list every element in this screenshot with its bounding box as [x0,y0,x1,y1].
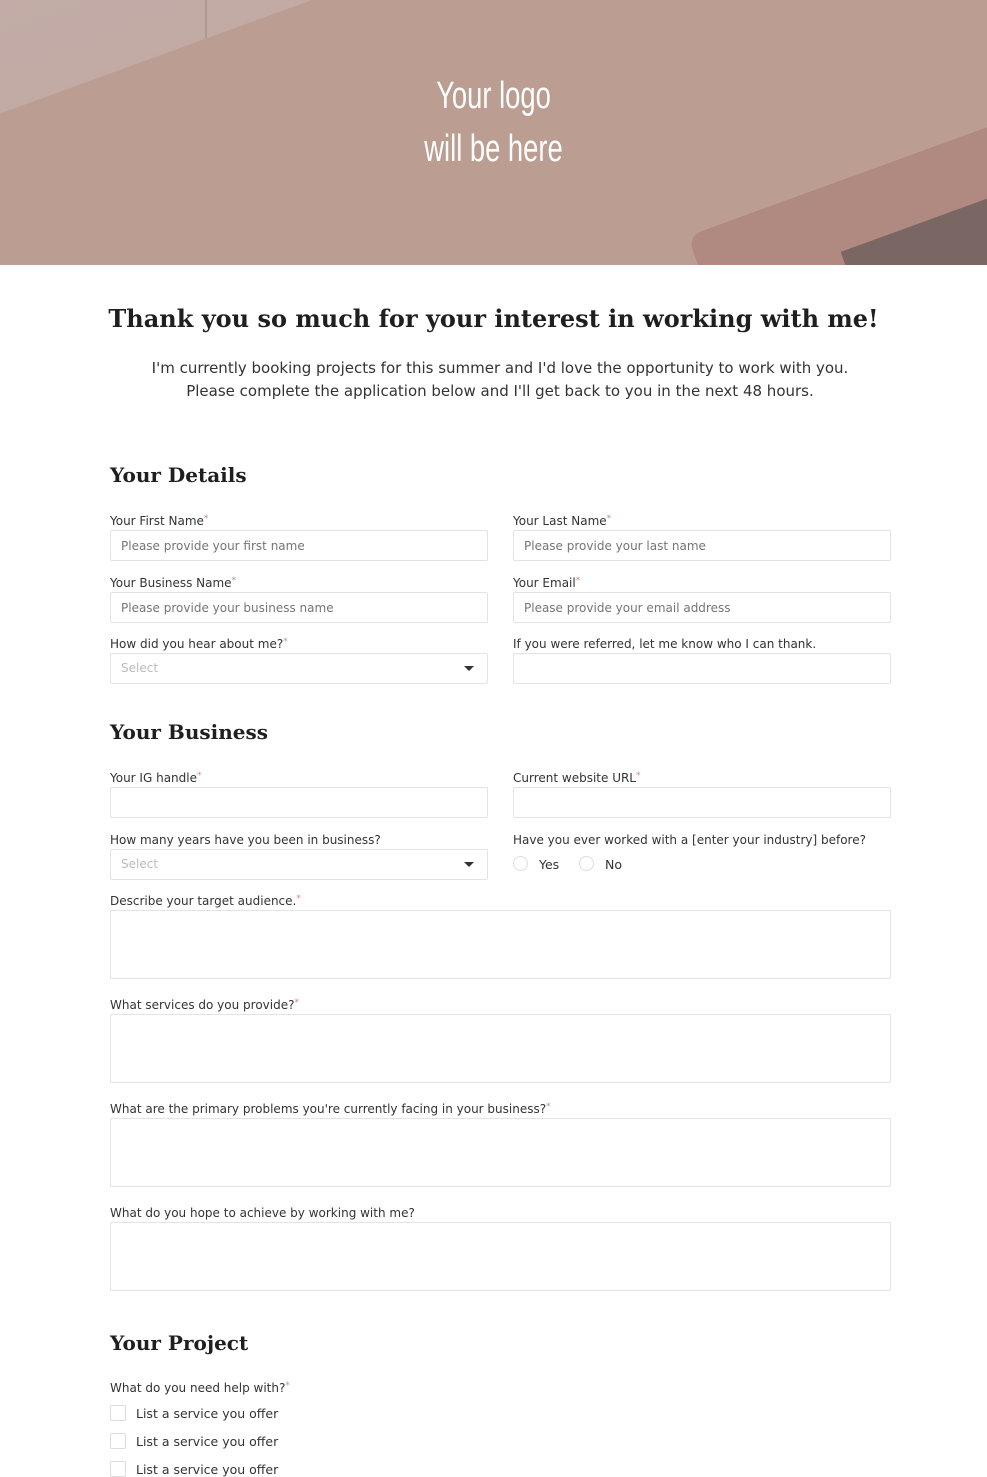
help-label: What do you need help with?* [110,1381,290,1395]
hope-label: What do you hope to achieve by working with me? [110,1206,415,1220]
ig-input[interactable] [110,787,488,818]
chevron-down-icon [464,862,474,867]
service-checkbox-2[interactable] [110,1433,126,1449]
service-option-3: List a service you offer [136,1462,279,1477]
problems-label: What are the primary problems you're currently facing in your business?* [110,1102,551,1116]
intro-text: I'm currently booking projects for this summer and I'd love the opportunity to work with you. Please complete the application below and I'll get back to you in the next 48 hours. [151,359,849,400]
services-textarea[interactable] [110,1014,891,1083]
no-radio[interactable] [579,856,594,871]
referred-input[interactable] [513,653,891,684]
website-label: Current website URL* [513,771,641,785]
no-label: No [605,857,622,872]
section-heading-details: Your Details [110,463,247,487]
business-name-input[interactable] [110,592,488,623]
service-option-1: List a service you offer [136,1406,279,1421]
section-heading-business: Your Business [110,720,269,744]
section-heading-project: Your Project [110,1331,249,1355]
website-input[interactable] [513,787,891,818]
chevron-down-icon [464,666,474,671]
service-checkbox-3[interactable] [110,1461,126,1477]
referred-label: If you were referred, let me know who I can thank. [513,637,817,651]
hope-textarea[interactable] [110,1222,891,1291]
hear-select[interactable]: Select [110,653,488,684]
email-label: Your Email* [513,576,581,590]
last-name-label: Your Last Name* [513,514,612,528]
yes-label: Yes [539,857,560,872]
yes-radio[interactable] [513,856,528,871]
first-name-label: Your First Name* [110,514,209,528]
worked-label: Have you ever worked with a [enter your industry] before? [513,833,866,847]
problems-textarea[interactable] [110,1118,891,1187]
audience-label: Describe your target audience.* [110,894,301,908]
logo-line-2: will be here [424,128,563,170]
header-banner [0,0,987,265]
service-checkbox-1[interactable] [110,1405,126,1421]
logo-line-1: Your logo [436,75,551,117]
business-name-label: Your Business Name* [110,576,237,590]
years-select[interactable]: Select [110,849,488,880]
years-label: How many years have you been in business? [110,833,381,847]
ig-label: Your IG handle* [110,771,202,785]
services-label: What services do you provide?* [110,998,299,1012]
page-title: Thank you so much for your interest in working with me! [108,304,879,333]
last-name-input[interactable] [513,530,891,561]
first-name-input[interactable] [110,530,488,561]
hear-label: How did you hear about me?* [110,637,288,651]
email-input[interactable] [513,592,891,623]
service-option-2: List a service you offer [136,1434,279,1449]
audience-textarea[interactable] [110,910,891,979]
